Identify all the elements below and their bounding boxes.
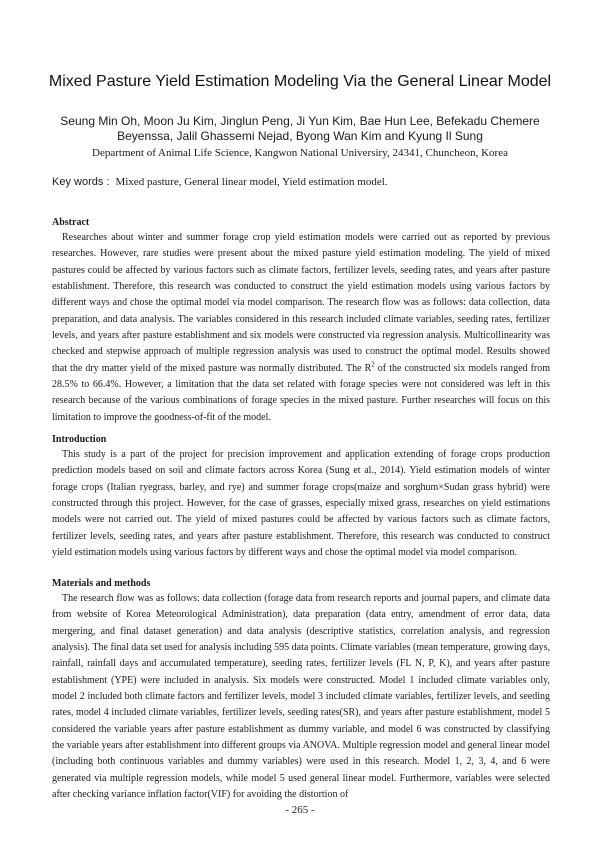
affiliation: Department of Animal Life Science, Kangwon National Universiry, 24341, Chuncheon, Korea <box>92 147 508 159</box>
author-list: Seung Min Oh, Moon Ju Kim, Jinglun Peng, Ji Yun Kim, Bae Hun Lee, Befekadu Chemere Beyenssa, Jalil Ghassemi Nejad, Byong Wan Kim and Kyung Il Sung <box>60 114 540 143</box>
page-number: - 265 - <box>285 804 315 816</box>
methods-section <box>52 577 550 803</box>
abstract-paragraph <box>52 230 550 426</box>
methods-paragraph: The research flow was as follows: data collection (forage data from research reports and journal papers, and climate data from website of Korea Meteorological Administration), data preparation (data entry, amendment of error data, data mergering, and final dataset generation) and data analysis (descriptive statistics, correlation analysis, and regression analysis). The final data set used for analysis including 595 data points. Climate variables (mean temperature, growing days, rainfall, rainfall days and accumulated temperature), seeding rates, fertilizer levels (FL N, P, K), and years after pasture establishment (YPE) were included in analysis. Six models were constructed. Model 1 included climate variables only, model 2 included both climate factors and fertilizer levels, model 3 included climate variables, fertilizer levels, and seeding rates, model 4 included climate variables, fertilizer levels, seeding rates(SR), and years after pasture establishment, model 5 considered the variable years after pasture establishment as dummy variable, and model 6 was constructed by classifying the variable years after establishment into different groups via ANOVA. Multiple regression model and general linear model (including both continuous variables and dummy variables) were used in this research. Model 1, 2, 3, 4, and 6 were generated via multiple regression models, while model 5 used general linear model. Furthermore, variables were selected after checking variance inflation factor(VIF) for avoiding the distortion of <box>52 593 550 801</box>
keywords-label: Key words : <box>52 176 110 188</box>
abstract-heading: Abstract <box>52 217 90 228</box>
keywords-text: Mixed pasture, General linear model, Yield estimation model. <box>115 176 388 188</box>
paper-title: Mixed Pasture Yield Estimation Modeling Via the General Linear Model <box>48 73 552 90</box>
abstract-text-part1: Researches about winter and summer forage crop yield estimation models were carried out as reported by previous researches. However, rare studies were present about the mixed pasture yield estimation modeling. The yield of mixed pastures could be affected by various factors such as climate factors, fertilizer levels, seeding rates, and years after pasture establishment. Therefore, this research was conducted to construct the yield estimation models using various factors by different ways and chose the optimal model via model comparison. The research flow was as follows: data collection, data preparation, and data analysis. The variables considered in this research included climate variables, seeding rates, fertilizer levels, and years after pasture establishment and six models were constructed via regression analysis. Multicollinearity was checked and stepwise approach of multiple regression analysis was used to construct the optimal model. Results showed that the dry matter yield of the mixed pasture was normally distributed. The R <box>52 232 550 374</box>
abstract-text-part2: of the constructed six models ranged from 28.5% to 66.4%. However, a limitation that the data set related with forage species were not considered was left in this research because of the various combinations of forage species in the mixed pasture. Further researches will focus on this limitation to improve the goodness-of-fit of the model. <box>52 362 551 423</box>
abstract-section <box>52 216 550 426</box>
introduction-paragraph: This study is a part of the project for precision improvement and application extending of forage crops production prediction models based on soil and climate factors across Korea (Sung et al., 2014). Yield estimation models of winter forage crops (Italian ryegrass, barley, and rye) and summer forage crops(maize and sorghum×Sudan grass hybrid) were constructed through this project. However, for the case of grasses, especially mixed grass, researches on yield estimations models were not carried out. The yield of mixed pastures could be affected by various factors such as climate factors, fertilizer levels, seeding rates, and years after pasture establishment. Therefore, this research was conducted to construct yield estimation models using various factors by different ways and chose the optimal model via model comparison. <box>52 449 550 559</box>
keywords-line <box>52 176 552 189</box>
methods-heading: Materials and methods <box>52 578 151 589</box>
r-squared-superscript: 2 <box>371 360 375 369</box>
introduction-section <box>52 433 550 561</box>
introduction-heading: Introduction <box>52 434 107 445</box>
